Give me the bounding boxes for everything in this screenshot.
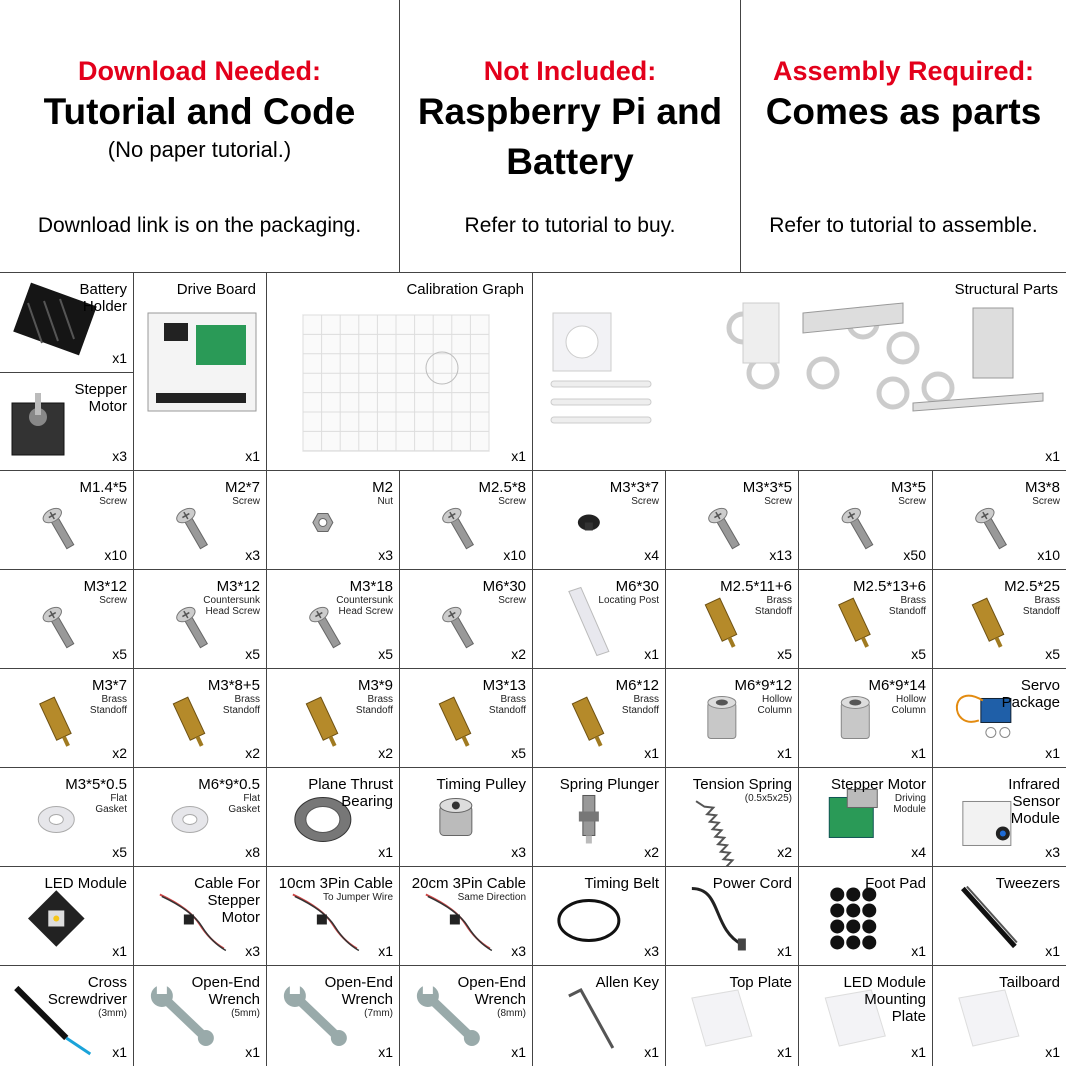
part-quantity: x10	[104, 547, 127, 563]
part-quantity: x2	[511, 646, 526, 662]
part-quantity: x5	[1045, 646, 1060, 662]
part-subtitle: Brass Standoff	[355, 694, 393, 716]
header-red: Not Included:	[483, 56, 657, 86]
part-quantity: x5	[777, 646, 792, 662]
part-subtitle: Screw	[898, 496, 926, 507]
part-quantity: x1	[245, 448, 260, 464]
part-cell	[134, 867, 267, 966]
part-name: Tension Spring	[692, 776, 792, 793]
part-cell	[799, 570, 933, 669]
part-name: M3*3*7	[609, 479, 659, 496]
part-name: 20cm 3Pin Cable	[411, 875, 526, 892]
part-subtitle: Brass Standoff	[888, 595, 926, 617]
part-cell	[267, 669, 400, 768]
part-subtitle: Brass Standoff	[488, 694, 526, 716]
part-quantity: x10	[503, 547, 526, 563]
part-cell	[0, 471, 134, 570]
header-small: (No paper tutorial.)	[107, 137, 292, 162]
part-name: Open-End Wrench	[191, 974, 260, 1008]
part-name: Drive Board	[176, 281, 256, 298]
part-subtitle: Screw	[99, 595, 127, 606]
part-name: Timing Belt	[584, 875, 659, 892]
part-quantity: x1	[112, 1044, 127, 1060]
part-quantity: x1	[378, 844, 393, 860]
header-assembly	[741, 0, 1066, 273]
part-quantity: x1	[112, 943, 127, 959]
part-quantity: x2	[245, 745, 260, 761]
part-name: 10cm 3Pin Cable	[278, 875, 393, 892]
part-cell	[134, 273, 267, 471]
part-cell	[933, 867, 1066, 966]
part-name: LED Module	[44, 875, 127, 892]
part-quantity: x3	[1045, 844, 1060, 860]
part-cell	[400, 966, 533, 1066]
part-cell	[799, 669, 933, 768]
part-subtitle: Brass Standoff	[222, 694, 260, 716]
part-name: M2*7	[224, 479, 260, 496]
header-big: Comes as parts	[765, 91, 1042, 132]
part-name: M3*8	[1024, 479, 1060, 496]
part-quantity: x3	[245, 943, 260, 959]
part-quantity: x5	[511, 745, 526, 761]
part-quantity: x3	[245, 547, 260, 563]
part-cell	[933, 669, 1066, 768]
part-quantity: x1	[112, 350, 127, 366]
part-subtitle: Hollow Column	[757, 694, 792, 716]
header-foot: Refer to tutorial to assemble.	[769, 214, 1038, 237]
part-quantity: x5	[245, 646, 260, 662]
part-subtitle: Screw	[1032, 496, 1060, 507]
part-quantity: x13	[769, 547, 792, 563]
part-cell	[533, 768, 666, 867]
part-cell	[0, 669, 134, 768]
part-subtitle: Hollow Column	[891, 694, 926, 716]
part-name: Power Cord	[712, 875, 792, 892]
part-quantity: x3	[378, 547, 393, 563]
calibration-graph-icon	[267, 273, 533, 471]
part-name: M6*9*12	[734, 677, 792, 694]
part-cell	[799, 966, 933, 1066]
part-cell	[933, 471, 1066, 570]
part-subtitle: Screw	[99, 496, 127, 507]
part-cell	[0, 570, 134, 669]
part-subtitle: Screw	[232, 496, 260, 507]
part-quantity: x3	[112, 448, 127, 464]
part-quantity: x8	[245, 844, 260, 860]
part-cell	[533, 966, 666, 1066]
part-cell	[0, 867, 134, 966]
header-red: Download Needed:	[77, 56, 321, 86]
part-cell	[533, 669, 666, 768]
part-quantity: x1	[644, 1044, 659, 1060]
part-cell	[0, 273, 134, 373]
part-cell	[799, 867, 933, 966]
part-subtitle: Brass Standoff	[621, 694, 659, 716]
part-quantity: x50	[903, 547, 926, 563]
part-quantity: x1	[1045, 448, 1060, 464]
part-cell	[0, 966, 134, 1066]
part-quantity: x1	[378, 943, 393, 959]
part-name: M2.5*8	[478, 479, 526, 496]
part-subtitle: To Jumper Wire	[322, 892, 393, 903]
part-name: M6*30	[482, 578, 526, 595]
part-name: Battery Holder	[79, 281, 127, 315]
header-big: Raspberry Pi and	[417, 91, 723, 132]
part-name: M2.5*25	[1004, 578, 1060, 595]
part-name: M3*8+5	[207, 677, 260, 694]
part-name: LED Module Mounting Plate	[843, 974, 926, 1025]
part-quantity: x3	[511, 844, 526, 860]
part-cell	[134, 570, 267, 669]
part-cell	[799, 471, 933, 570]
part-cell	[134, 966, 267, 1066]
part-name: Tailboard	[999, 974, 1060, 991]
part-name: M6*9*0.5	[198, 776, 260, 793]
part-cell	[933, 966, 1066, 1066]
part-cell	[267, 273, 533, 471]
part-name: M3*12	[216, 578, 260, 595]
part-name: Plane Thrust Bearing	[308, 776, 393, 810]
part-quantity: x1	[1045, 1044, 1060, 1060]
part-quantity: x1	[911, 1044, 926, 1060]
part-cell	[267, 966, 400, 1066]
part-name: M3*3*5	[742, 479, 792, 496]
part-name: Foot Pad	[865, 875, 926, 892]
part-quantity: x1	[644, 745, 659, 761]
part-name: M2	[372, 479, 393, 496]
part-cell	[666, 471, 799, 570]
part-quantity: x1	[378, 1044, 393, 1060]
part-quantity: x1	[911, 943, 926, 959]
part-name: Spring Plunger	[559, 776, 659, 793]
part-quantity: x4	[911, 844, 926, 860]
part-cell	[666, 867, 799, 966]
header-not-included	[400, 0, 741, 273]
part-subtitle: Brass Standoff	[754, 595, 792, 617]
header-big: Battery	[506, 141, 634, 182]
structural-parts-icon	[533, 273, 1066, 471]
part-subtitle: Flat Gasket	[95, 793, 127, 815]
part-name: M2.5*13+6	[853, 578, 926, 595]
part-cell	[400, 570, 533, 669]
part-subtitle: Brass Standoff	[89, 694, 127, 716]
part-quantity: x1	[245, 1044, 260, 1060]
part-cell	[799, 768, 933, 867]
part-quantity: x2	[777, 844, 792, 860]
part-name: Calibration Graph	[406, 281, 524, 298]
part-subtitle: Brass Standoff	[1022, 595, 1060, 617]
part-cell	[533, 273, 1066, 471]
part-name: M6*12	[615, 677, 659, 694]
part-name: Timing Pulley	[436, 776, 526, 793]
part-name: Structural Parts	[954, 281, 1058, 298]
part-cell	[134, 768, 267, 867]
part-quantity: x5	[112, 844, 127, 860]
part-name: M3*13	[482, 677, 526, 694]
part-quantity: x5	[378, 646, 393, 662]
part-cell	[400, 471, 533, 570]
part-quantity: x1	[644, 646, 659, 662]
part-quantity: x2	[112, 745, 127, 761]
part-cell	[267, 768, 400, 867]
part-quantity: x1	[911, 745, 926, 761]
part-cell	[400, 867, 533, 966]
part-quantity: x4	[644, 547, 659, 563]
part-name: Open-End Wrench	[457, 974, 526, 1008]
part-quantity: x1	[1045, 943, 1060, 959]
part-quantity: x2	[644, 844, 659, 860]
part-name: Stepper Motor	[74, 381, 127, 415]
part-name: Open-End Wrench	[324, 974, 393, 1008]
part-quantity: x1	[511, 1044, 526, 1060]
header-red: Assembly Required:	[772, 56, 1035, 86]
part-subtitle: Screw	[498, 496, 526, 507]
part-name: M1.4*5	[79, 479, 127, 496]
part-quantity: x1	[1045, 745, 1060, 761]
part-name: Stepper Motor	[830, 776, 926, 793]
part-subtitle: Screw	[764, 496, 792, 507]
header-foot: Download link is on the packaging.	[37, 214, 362, 237]
part-quantity: x1	[511, 448, 526, 464]
part-cell	[134, 669, 267, 768]
part-subtitle: (7mm)	[364, 1008, 393, 1019]
part-subtitle: Screw	[631, 496, 659, 507]
part-name: Top Plate	[729, 974, 792, 991]
part-cell	[267, 471, 400, 570]
part-name: Cross Screwdriver	[47, 974, 127, 1008]
part-subtitle: (8mm)	[497, 1008, 526, 1019]
part-quantity: x1	[777, 943, 792, 959]
part-cell	[267, 570, 400, 669]
header-download	[0, 0, 400, 273]
part-subtitle: Nut	[377, 496, 393, 507]
part-cell	[933, 768, 1066, 867]
part-subtitle: Same Direction	[457, 892, 526, 903]
part-name: M3*7	[91, 677, 127, 694]
part-quantity: x2	[378, 745, 393, 761]
part-cell	[400, 768, 533, 867]
part-name: Servo Package	[1001, 677, 1060, 711]
part-subtitle: Screw	[498, 595, 526, 606]
part-cell	[0, 768, 134, 867]
header-foot: Refer to tutorial to buy.	[464, 214, 676, 237]
part-cell	[666, 570, 799, 669]
part-cell	[134, 471, 267, 570]
part-subtitle: Countersunk Head Screw	[336, 595, 393, 617]
part-name: M3*18	[349, 578, 393, 595]
part-cell	[533, 471, 666, 570]
part-cell	[933, 570, 1066, 669]
part-quantity: x5	[112, 646, 127, 662]
part-name: M3*9	[357, 677, 393, 694]
part-name: M3*12	[83, 578, 127, 595]
part-cell	[666, 669, 799, 768]
part-cell	[666, 966, 799, 1066]
part-quantity: x3	[644, 943, 659, 959]
part-name: M3*5*0.5	[65, 776, 127, 793]
drive-board-icon	[134, 273, 267, 471]
part-quantity: x3	[511, 943, 526, 959]
part-quantity: x1	[777, 745, 792, 761]
part-name: M6*9*14	[868, 677, 926, 694]
part-name: M2.5*11+6	[720, 578, 792, 595]
part-subtitle: Countersunk Head Screw	[203, 595, 260, 617]
part-subtitle: (3mm)	[98, 1008, 127, 1019]
part-quantity: x10	[1037, 547, 1060, 563]
part-cell	[267, 867, 400, 966]
part-subtitle: Driving Module	[893, 793, 926, 815]
part-name: Cable For Stepper Motor	[194, 875, 260, 926]
part-cell	[400, 669, 533, 768]
part-cell	[666, 768, 799, 867]
part-cell	[0, 373, 134, 471]
part-cell	[533, 867, 666, 966]
part-subtitle: (5mm)	[231, 1008, 260, 1019]
part-name: Infrared Sensor Module	[1008, 776, 1060, 827]
part-quantity: x1	[777, 1044, 792, 1060]
part-subtitle: (0.5x5x25)	[744, 793, 792, 804]
part-subtitle: Flat Gasket	[228, 793, 260, 815]
part-name: M3*5	[890, 479, 926, 496]
part-name: Allen Key	[595, 974, 659, 991]
part-subtitle: Locating Post	[598, 595, 659, 606]
part-name: Tweezers	[995, 875, 1060, 892]
part-quantity: x5	[911, 646, 926, 662]
header-big: Tutorial and Code	[43, 91, 356, 132]
part-name: M6*30	[615, 578, 659, 595]
part-cell	[533, 570, 666, 669]
